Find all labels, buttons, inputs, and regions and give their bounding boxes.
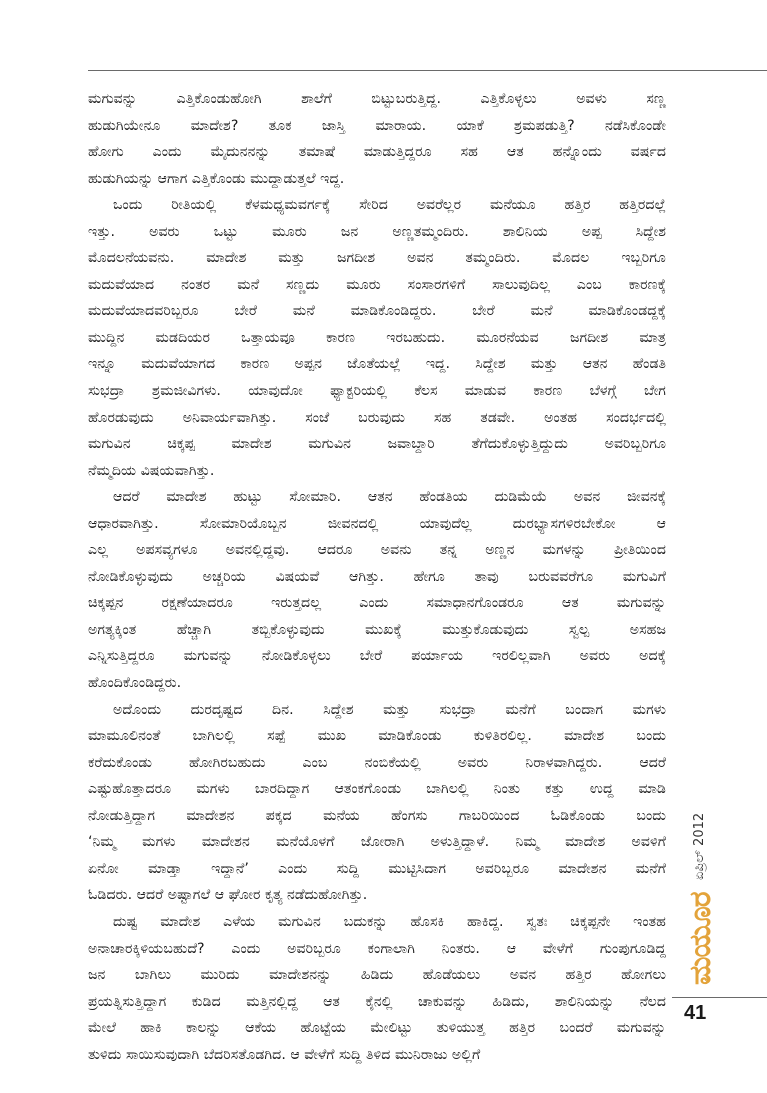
text-line: ಹುಡುಗಿಯನ್ನು ಆಗಾಗ ಎತ್ತಿಕೊಂಡು ಮುದ್ದಾಡುತ್ತಲೆ ಇದ್ದ. (88, 170, 345, 187)
text-line: ಆಧಾರವಾಗಿತ್ತು. ಸೋಮಾರಿಯೊಬ್ಬನ ಜೀವನದಲ್ಲಿ ಯಾವುದೆಲ್ಲ ದುರಭ್ಯಾಸಗಳಿರಬೇಕೋ ಆ (88, 515, 666, 532)
text-line: ಅದೊಂದು ದುರದೃಷ್ಟದ ದಿನ. ಸಿದ್ದೇಶ ಮತ್ತು ಸುಭದ್ರಾ ಮನೆಗೆ ಬಂದಾಗ ಮಗಳು (113, 701, 666, 718)
text-line: ಮಗುವಿನ ಚಿಕ್ಕಪ್ಪ ಮಾದೇಶ ಮಗುವಿನ ಜವಾಬ್ದಾರಿ ತೆಗೆದುಕೊಳ್ಳುತ್ತಿದ್ದುದು ಅವರಿಬ್ಬರಿಗೂ (88, 436, 666, 453)
text-line: ಏನೋ ಮಾಡ್ತಾ ಇದ್ದಾನೆ’ ಎಂದು ಸುದ್ದಿ ಮುಟ್ಟಿಸಿದಾಗ ಅವರಿಬ್ಬರೂ ಮಾದೇಶನ ಮನೆಗೆ (88, 860, 666, 877)
magazine-logo-word: ಮಯೂರ (683, 892, 718, 986)
text-line: ಎಷ್ಟುಹೊತ್ತಾದರೂ ಮಗಳು ಬಾರದಿದ್ದಾಗ ಆತಂಕಗೊಂಡು ಬಾಗಿಲಲ್ಲಿ ನಿಂತು ಕತ್ತು ಉದ್ದ ಮಾಡಿ (88, 781, 666, 798)
text-line: ಕರೆದುಕೊಂಡು ಹೋಗಿರಬಹುದು ಎಂಬ ನಂಬಿಕೆಯಲ್ಲಿ ಅವರು ನಿರಾಳವಾಗಿದ್ದರು. ಆದರೆ (88, 754, 666, 771)
text-line: ಅನಾಚಾರಕ್ಕಿಳಿಯಬಹುದೆ? ಎಂದು ಅವರಿಬ್ಬರೂ ಕಂಗಾಲಾಗಿ ನಿಂತರು. ಆ ವೇಳೆಗೆ ಗುಂಪುಗೂಡಿದ್ದ (88, 940, 666, 957)
footer-rule (672, 997, 767, 998)
text-line: ಮಾಮೂಲಿನಂತೆ ಬಾಗಿಲಲ್ಲಿ ಸಪ್ಪೆ ಮುಖ ಮಾಡಿಕೊಂಡು ಕುಳಿತಿರಲಿಲ್ಲ. ಮಾದೇಶ ಬಂದು (88, 728, 666, 745)
text-line: ಎಲ್ಲ ಅಪಸವ್ಯಗಳೂ ಅವನಲ್ಲಿದ್ದವು. ಆದರೂ ಅವನು ತನ್ನ ಅಣ್ಣನ ಮಗಳನ್ನು ಪ್ರೀತಿಯಿಂದ (88, 542, 666, 559)
issue-date: ಏಪ್ರಿಲ್ 2012 (692, 812, 707, 880)
page-number: 41 (684, 1002, 707, 1024)
text-line: ಮುದ್ದಿನ ಮಡದಿಯರ ಒತ್ತಾಯವೂ ಕಾರಣ ಇರಬಹುದು. ಮೂರನೆಯವ ಜಗದೀಶ ಮಾತ್ರ (88, 329, 666, 346)
paragraph (88, 192, 666, 484)
text-line: ಅಗತ್ಯಕ್ಕಿಂತ ಹೆಚ್ಚಾಗಿ ತಬ್ಬಿಕೊಳ್ಳುವುದು ಮುಖಕ್ಕೆ ಮುತ್ತುಕೊಡುವುದು ಸ್ವಲ್ಪ ಅಸಹಜ (88, 621, 666, 638)
text-line: ಚಿಕ್ಕಪ್ಪನ ರಕ್ಷಣೆಯಾದರೂ ಇರುತ್ತದಲ್ಲ ಎಂದು ಸಮಾಧಾನಗೊಂಡರೂ ಆತ ಮಗುವನ್ನು (88, 595, 666, 612)
text-line: ಹೊರಡುವುದು ಅನಿವಾರ್ಯವಾಗಿತ್ತು. ಸಂಜೆ ಬರುವುದು ಸಹ ತಡವೇ. ಅಂತಹ ಸಂದರ್ಭದಲ್ಲಿ (88, 409, 666, 426)
paragraph (88, 909, 666, 1068)
text-line: ಮೇಲೆ ಹಾಕಿ ಕಾಲನ್ನು ಆಕೆಯ ಹೊಟ್ಟೆಯ ಮೇಲಿಟ್ಟು ತುಳಿಯುತ್ತ ಹತ್ತಿರ ಬಂದರೆ ಮಗುವನ್ನು (88, 1020, 666, 1037)
text-line: ನೆಮ್ಮದಿಯ ವಿಷಯವಾಗಿತ್ತು. (88, 462, 215, 479)
text-line: ಮದುವೆಯಾದ ನಂತರ ಮನೆ ಸಣ್ಣದು ಮೂರು ಸಂಸಾರಗಳಿಗೆ ಸಾಲುವುದಿಲ್ಲ ಎಂಬ ಕಾರಣಕ್ಕೆ (88, 276, 666, 293)
text-line: ಜನ ಬಾಗಿಲು ಮುರಿದು ಮಾದೇಶನನ್ನು ಹಿಡಿದು ಹೊಡೆಯಲು ಅವನ ಹತ್ತಿರ ಹೋಗಲು (88, 967, 666, 984)
text-line: ಮಗುವನ್ನು ಎತ್ತಿಕೊಂಡುಹೋಗಿ ಶಾಲೆಗೆ ಬಿಟ್ಟುಬರುತ್ತಿದ್ದ. ಎತ್ತಿಕೊಳ್ಳಲು ಅವಳು ಸಣ್ಣ (88, 91, 666, 107)
paragraph (88, 484, 666, 696)
article-body (88, 86, 666, 1068)
text-line: ಓಡಿದರು. ಆದರೆ ಅಷ್ಟಾಗಲೆ ಆ ಘೋರ ಕೃತ್ಯ ನಡೆದುಹೋಗಿತ್ತು. (88, 887, 368, 904)
text-line: ‘ನಿಮ್ಮ ಮಗಳು ಮಾದೇಶನ ಮನೆಯೊಳಗೆ ಜೋರಾಗಿ ಅಳುತ್ತಿದ್ದಾಳೆ. ನಿಮ್ಮ ಮಾದೇಶ ಅವಳಿಗೆ (88, 834, 666, 851)
paragraph (88, 697, 666, 909)
text-line: ಮದುವೆಯಾದವರಿಬ್ಬರೂ ಬೇರೆ ಮನೆ ಮಾಡಿಕೊಂಡಿದ್ದರು. ಬೇರೆ ಮನೆ ಮಾಡಿಕೊಂಡದ್ದಕ್ಕೆ (88, 303, 666, 320)
text-line: ನೋಡುತ್ತಿದ್ದಾಗ ಮಾದೇಶನ ಪಕ್ಕದ ಮನೆಯ ಹೆಂಗಸು ಗಾಬರಿಯಿಂದ ಓಡಿಕೊಂಡು ಬಂದು (88, 807, 666, 824)
header-rule (88, 70, 767, 71)
text-line: ಮೊದಲನೆಯವನು. ಮಾದೇಶ ಮತ್ತು ಜಗದೀಶ ಅವನ ತಮ್ಮಂದಿರು. ಮೊದಲ ಇಬ್ಬರಿಗೂ (88, 250, 666, 267)
text-line: ಪ್ರಯತ್ನಿಸುತ್ತಿದ್ದಾಗ ಕುಡಿದ ಮತ್ತಿನಲ್ಲಿದ್ದ ಆತ ಕೈನಲ್ಲಿ ಚಾಕುವನ್ನು ಹಿಡಿದು, ಶಾಲಿನಿಯನ್ನು ನೆಲದ (88, 993, 666, 1010)
text-line: ಇತ್ತು. ಅವರು ಒಟ್ಟು ಮೂರು ಜನ ಅಣ್ಣತಮ್ಮಂದಿರು. ಶಾಲಿನಿಯ ಅಪ್ಪ ಸಿದ್ದೇಶ (88, 223, 666, 240)
paragraph (88, 86, 666, 192)
text-line: ಸುಭದ್ರಾ ಶ್ರಮಜೀವಿಗಳು. ಯಾವುದೋ ಫ್ಯಾಕ್ಟರಿಯಲ್ಲಿ ಕೆಲಸ ಮಾಡುವ ಕಾರಣ ಬೆಳಗ್ಗೆ ಬೇಗ (88, 383, 666, 400)
text-line: ನೋಡಿಕೊಳ್ಳುವುದು ಅಚ್ಚರಿಯ ವಿಷಯವೆ ಆಗಿತ್ತು. ಹೇಗೂ ತಾವು ಬರುವವರೆಗೂ ಮಗುವಿಗೆ (88, 568, 666, 585)
text-line: ಹೋಗು ಎಂದು ಮೈದುನನನ್ನು ತಮಾಷೆ ಮಾಡುತ್ತಿದ್ದರೂ ಸಹ ಆತ ಹನ್ನೊಂದು ವರ್ಷದ (88, 144, 666, 161)
text-line: ಆದರೆ ಮಾದೇಶ ಹುಟ್ಟು ಸೋಮಾರಿ. ಆತನ ಹೆಂಡತಿಯ ದುಡಿಮೆಯೆ ಅವನ ಜೀವನಕ್ಕೆ (113, 489, 666, 506)
text-line: ದುಷ್ಟ ಮಾದೇಶ ಎಳೆಯ ಮಗುವಿನ ಬದುಕನ್ನು ಹೊಸಕಿ ಹಾಕಿದ್ದ. ಸ್ವತಃ ಚಿಕ್ಕಪ್ಪನೇ ಇಂತಹ (113, 913, 666, 930)
text-line: ಹುಡುಗಿಯೇನೂ ಮಾದೇಶ? ತೂಕ ಜಾಸ್ತಿ ಮಾರಾಯ. ಯಾಕೆ ಶ್ರಮಪಡುತ್ತಿ? ನಡೆಸಿಕೊಂಡೇ (88, 117, 666, 134)
text-line: ಇನ್ನೂ ಮದುವೆಯಾಗದ ಕಾರಣ ಅಪ್ಪನ ಜೊತೆಯಲ್ಲೆ ಇದ್ದ. ಸಿದ್ದೇಶ ಮತ್ತು ಆತನ ಹೆಂಡತಿ (88, 356, 666, 373)
text-line: ಹೊಂದಿಕೊಂಡಿದ್ದರು. (88, 675, 182, 692)
magazine-logo (684, 888, 718, 990)
text-line: ಒಂದು ರೀತಿಯಲ್ಲಿ ಕೆಳಮಧ್ಯಮವರ್ಗಕ್ಕೆ ಸೇರಿದ ಅವರೆಲ್ಲರ ಮನೆಯೂ ಹತ್ತಿರ ಹತ್ತಿರದಲ್ಲೆ (113, 197, 666, 214)
text-line: ತುಳಿದು ಸಾಯಿಸುವುದಾಗಿ ಬೆದರಿಸತೊಡಗಿದ. ಆ ವೇಳೆಗೆ ಸುದ್ದಿ ತಿಳಿದ ಮುನಿರಾಜು ಅಲ್ಲಿಗೆ (88, 1046, 481, 1063)
text-line: ಎನ್ನಿಸುತ್ತಿದ್ದರೂ ಮಗುವನ್ನು ನೋಡಿಕೊಳ್ಳಲು ಬೇರೆ ಪರ್ಯಾಯ ಇರಲಿಲ್ಲವಾಗಿ ಅವರು ಅದಕ್ಕೆ (88, 648, 666, 665)
